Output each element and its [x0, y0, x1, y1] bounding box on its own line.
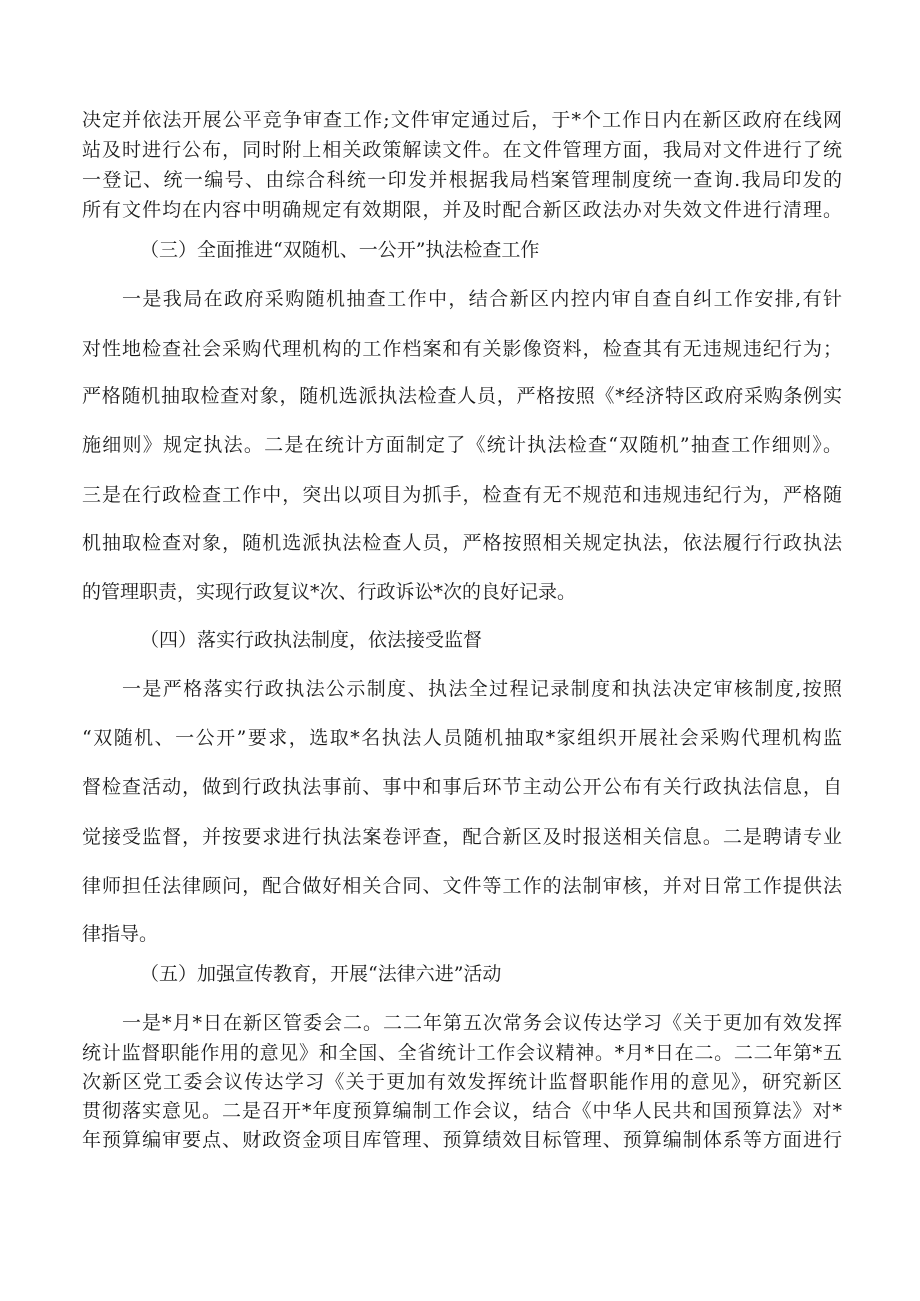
- paragraph-line: 次新区党工委会议传达学习《关于更加有效发挥统计监督职能作用的意见》，研究新区: [82, 1071, 842, 1093]
- paragraph-line: 统计监督职能作用的意见》和全国、全省统计工作会议精神。*月*日在二。二二年第*五: [82, 1042, 842, 1064]
- paragraph-line: 一登记、统一编号、由综合科统一印发并根据我局档案管理制度统一查询.我局印发的: [82, 169, 842, 191]
- paragraph-line: 觉接受监督，并按要求进行执法案卷评查，配合新区及时报送相关信息。二是聘请专业: [82, 826, 842, 848]
- paragraph-line: 律指导。: [82, 923, 159, 945]
- paragraph-line: 所有文件均在内容中明确规定有效期限，并及时配合新区政法办对失效文件进行清理。: [82, 199, 842, 221]
- paragraph-line: 严格随机抽取检查对象，随机选派执法检查人员，严格按照《*经济特区政府采购条例实: [82, 385, 842, 407]
- paragraph-line: 的管理职责，实现行政复议*次、行政诉讼*次的良好记录。: [82, 581, 577, 603]
- paragraph-line: 贯彻落实意见。二是召开*年度预算编制工作会议，结合《中华人民共和国预算法》对*: [82, 1100, 842, 1122]
- paragraph-line: 一是严格落实行政执法公示制度、执法全过程记录制度和执法决定审核制度,按照: [122, 678, 842, 700]
- paragraph-line: 站及时进行公布，同时附上相关政策解读文件。在文件管理方面，我局对文件进行了统: [82, 139, 842, 161]
- paragraph-line: 三是在行政检查工作中，突出以项目为抓手，检查有无不规范和违规违纪行为，严格随: [82, 484, 842, 506]
- paragraph-line: 决定并依法开展公平竞争审查工作;文件审定通过后，于*个工作日内在新区政府在线网: [82, 109, 842, 131]
- section-heading-5: （五）加强宣传教育，开展“法律六进”活动: [140, 963, 502, 985]
- paragraph-line: 对性地检查社会采购代理机构的工作档案和有关影像资料，检查其有无违规违纪行为；: [82, 338, 842, 360]
- paragraph-line: 一是我局在政府采购随机抽查工作中，结合新区内控内审自查自纠工作安排,有针: [122, 288, 842, 310]
- paragraph-line: 督检查活动，做到行政执法事前、事中和事后环节主动公开公布有关行政执法信息，自: [82, 776, 842, 798]
- section-heading-3: （三）全面推进“双随机、一公开”执法检查工作: [140, 239, 540, 261]
- paragraph-line: 机抽取检查对象，随机选派执法检查人员，严格按照相关规定执法，依法履行行政执法: [82, 532, 842, 554]
- paragraph-line: 施细则》规定执法。二是在统计方面制定了《统计执法检查“双随机”抽查工作细则》。: [82, 434, 842, 456]
- section-heading-4: （四）落实行政执法制度，依法接受监督: [140, 629, 483, 651]
- paragraph-line: 一是*月*日在新区管委会二。二二年第五次常务会议传达学习《关于更加有效发挥: [122, 1012, 842, 1034]
- paragraph-line: 年预算编审要点、财政资金项目库管理、预算绩效目标管理、预算编制体系等方面进行: [82, 1129, 842, 1151]
- paragraph-line: 律师担任法律顾问，配合做好相关合同、文件等工作的法制审核，并对日常工作提供法: [82, 875, 842, 897]
- paragraph-line: “双随机、一公开”要求，选取*名执法人员随机抽取*家组织开展社会采购代理机构监: [82, 727, 842, 749]
